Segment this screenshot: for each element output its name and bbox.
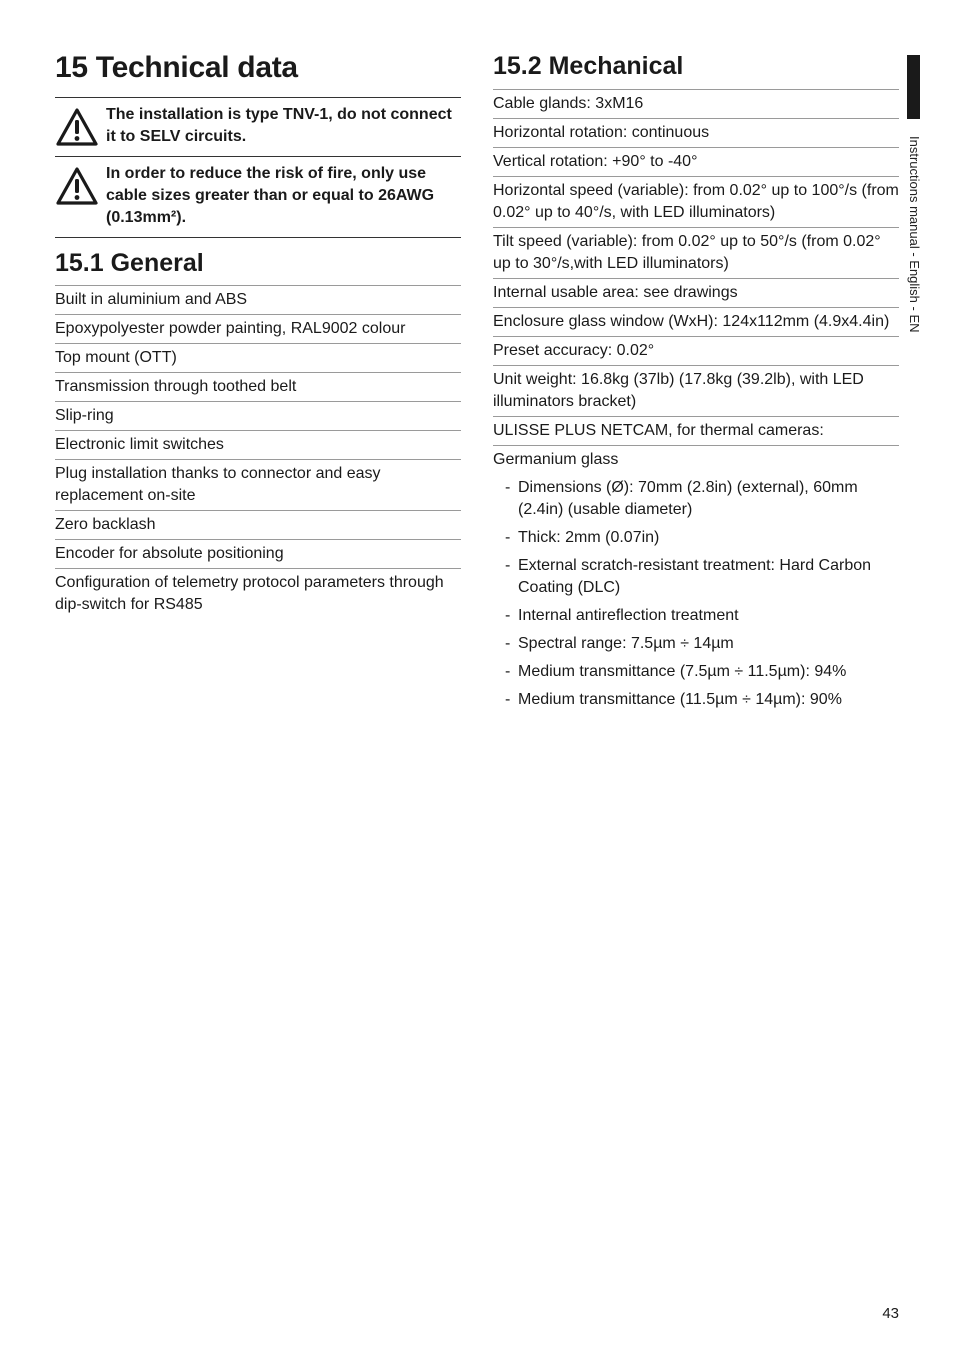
list-item: Encoder for absolute positioning <box>55 539 461 568</box>
dash-bullet: - <box>505 607 511 624</box>
sub-list-item <box>493 658 899 686</box>
sub-list-item-text: Dimensions (Ø): 70mm (2.8in) (external), 60mm (2.4in) (usable diameter) <box>518 479 858 518</box>
list-item: Cable glands: 3xM16 <box>493 89 899 118</box>
list-item: Configuration of telemetry protocol parameters through dip-switch for RS485 <box>55 568 461 619</box>
warning-triangle-icon <box>55 166 99 206</box>
right-column <box>493 50 899 714</box>
list-item: Top mount (OTT) <box>55 343 461 372</box>
warning-text: In order to reduce the risk of fire, only use cable sizes greater than or equal to 26AWG (0.13mm²). <box>106 165 435 226</box>
list-item: Enclosure glass window (WxH): 124x112mm (4.9x4.4in) <box>493 307 899 336</box>
list-item: Plug installation thanks to connector and easy replacement on-site <box>55 459 461 510</box>
sub-list-item <box>493 602 899 630</box>
dash-bullet: - <box>505 529 511 546</box>
left-column <box>55 50 461 619</box>
sub-list-item <box>493 630 899 658</box>
sub-list-item <box>493 686 899 714</box>
dash-bullet: - <box>505 479 511 496</box>
section-title-general: 15.1 General <box>55 249 204 277</box>
list-item: Unit weight: 16.8kg (37lb) (17.8kg (39.2lb), with LED illuminators bracket) <box>493 365 899 416</box>
list-item: Internal usable area: see drawings <box>493 278 899 307</box>
general-spec-list <box>55 285 461 619</box>
page-title: 15 Technical data <box>55 51 298 84</box>
list-item: Tilt speed (variable): from 0.02° up to 50°/s (from 0.02° up to 30°/s,with LED illuminators) <box>493 227 899 278</box>
list-item-label: Germanium glass <box>493 451 619 468</box>
sub-list-item-text: Thick: 2mm (0.07in) <box>518 529 660 546</box>
list-item: Vertical rotation: +90° to -40° <box>493 147 899 176</box>
warning-triangle-icon <box>55 107 99 147</box>
dash-bullet: - <box>505 691 511 708</box>
list-item: Zero backlash <box>55 510 461 539</box>
list-item <box>493 445 899 474</box>
sub-list-item-text: Medium transmittance (11.5µm ÷ 14µm): 90% <box>518 691 842 708</box>
sub-list-item-text: Spectral range: 7.5µm ÷ 14µm <box>518 635 734 652</box>
warning-box-cable-size <box>55 156 461 238</box>
warning-text: The installation is type TNV-1, do not connect it to SELV circuits. <box>106 106 452 145</box>
list-item: Horizontal speed (variable): from 0.02° up to 100°/s (from 0.02° up to 40°/s, with LED illuminators) <box>493 176 899 227</box>
dash-bullet: - <box>505 635 511 652</box>
side-tab-marker <box>907 55 920 119</box>
sub-list-item <box>493 552 899 602</box>
sub-list-item <box>493 474 899 524</box>
side-label: Instructions manual - English - EN <box>907 136 922 333</box>
sub-list-item-text: Internal antireflection treatment <box>518 607 739 624</box>
list-item: Transmission through toothed belt <box>55 372 461 401</box>
warning-box-tnv <box>55 97 461 156</box>
page-number: 43 <box>882 1305 899 1322</box>
dash-bullet: - <box>505 663 511 680</box>
list-item: Slip-ring <box>55 401 461 430</box>
sub-list-item-text: External scratch-resistant treatment: Hard Carbon Coating (DLC) <box>518 557 872 596</box>
list-item: Epoxypolyester powder painting, RAL9002 colour <box>55 314 461 343</box>
list-item: Electronic limit switches <box>55 430 461 459</box>
list-item: Preset accuracy: 0.02° <box>493 336 899 365</box>
mechanical-spec-list <box>493 89 899 474</box>
list-item: Horizontal rotation: continuous <box>493 118 899 147</box>
dash-bullet: - <box>505 557 511 574</box>
sub-list-item-text: Medium transmittance (7.5µm ÷ 11.5µm): 94% <box>518 663 847 680</box>
sub-list-item <box>493 524 899 552</box>
section-title-mechanical: 15.2 Mechanical <box>493 52 684 80</box>
list-item: Built in aluminium and ABS <box>55 285 461 314</box>
list-item: ULISSE PLUS NETCAM, for thermal cameras: <box>493 416 899 445</box>
germanium-glass-sub-list <box>493 474 899 714</box>
